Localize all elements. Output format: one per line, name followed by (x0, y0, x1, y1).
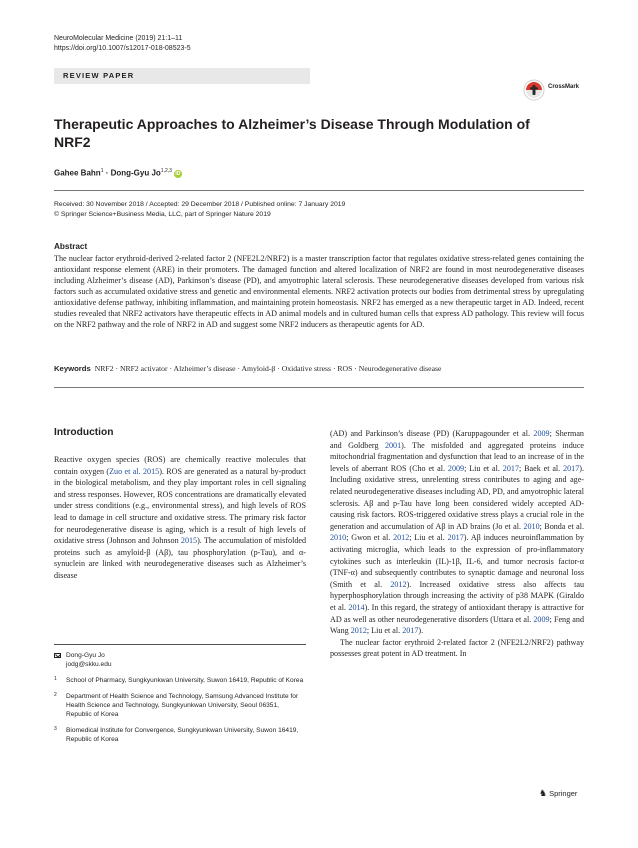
citation-link[interactable]: 2009 (533, 614, 550, 624)
citation-link[interactable]: 2009 (447, 463, 465, 473)
copyright-line: © Springer Science+Business Media, LLC, part of Springer Nature 2019 (54, 211, 271, 218)
divider (54, 190, 584, 191)
right-column (330, 428, 584, 660)
author-name[interactable]: Dong-Gyu Jo (110, 168, 161, 178)
citation-link[interactable]: Zuo et al. (109, 466, 143, 476)
text-run: ). ROS are generated as a natural by-product in the biological metabolism, and they play important roles in cell signaling and stress responses. However, ROS concentrations are dramatically elevated under stress conditions (e.g., environmental stress), and high levels of ROS lead to damage in cell structure and oxidative stress. The primary risk factor for neurodegenerative disease is aging, which is a result of high levels of oxidative stress (Johnson and Johnson (54, 466, 306, 546)
footnotes (54, 651, 306, 751)
affiliation (54, 692, 306, 719)
journal-citation: NeuroMolecular Medicine (2019) 21:1–11 (54, 35, 183, 42)
text-run: Reactive oxygen species (ROS) are chemically reactive molecules that contain oxygen ( (54, 455, 306, 476)
publisher-logo (539, 788, 577, 799)
affiliation-mark: 3 (54, 726, 57, 732)
text-run: ). (418, 626, 424, 636)
article-type-banner: REVIEW PAPER (54, 68, 310, 84)
contact-email[interactable]: jodg@skku.edu (66, 661, 112, 668)
abstract-heading: Abstract (54, 242, 88, 251)
citation-link[interactable]: 2015 (180, 536, 198, 546)
text-run: ). Including oxidative stress, unrelenting stress contributes to aging and age-related neurodegenerative diseases including AD, PD, and amyotrophic lateral sclerosis. Aβ and p-Tau have long been considered widely accepted AD-causing risk factors. ROS-triggered oxidative stress plays a crucial role in the generation and accumulation of Aβ in AD brains (Jo et al. (330, 463, 584, 531)
publication-dates (54, 200, 345, 220)
author-separator: · (103, 168, 111, 178)
author-name[interactable]: Gahee Bahn (54, 168, 101, 178)
text-run: ). Increased oxidative stress also affects tau hyperphosphorylation through increasing the activity of p38 MAPK (Giraldo et al. (330, 579, 584, 612)
citation-link[interactable]: 2017 (402, 626, 419, 636)
keywords-list: NRF2 · NRF2 activator · Alzheimer’s disease · Amyloid-β · Oxidative stress · ROS · Neurodegenerative disease (94, 364, 442, 373)
publisher-name: Springer (549, 789, 578, 798)
text-run: ; Sherman and Goldberg (330, 429, 584, 450)
citation-link[interactable]: 2017 (563, 463, 580, 473)
text-run: ; Liu et al. (409, 533, 448, 543)
affiliation-mark: 1 (54, 676, 57, 682)
text-run: ; Bonda et al. (539, 521, 585, 531)
citation-link[interactable]: 2012 (390, 579, 407, 589)
affiliation-text: School of Pharmacy, Sungkyunkwan University, Suwon 16419, Republic of Korea (66, 677, 304, 684)
left-column (54, 454, 306, 582)
affiliation (54, 676, 306, 685)
divider (54, 387, 584, 388)
text-run: ; Baek et al. (518, 463, 564, 473)
citation-link[interactable]: 2010 (330, 533, 347, 543)
text-run: ; Liu et al. (366, 626, 403, 636)
citation-link[interactable]: 2009 (533, 429, 550, 438)
abstract-text: The nuclear factor erythroid-derived 2-related factor 2 (NFE2L2/NRF2) is a master transcription factor that regulates oxidative stress-related genes containing the antioxidant response element (ARE) in their promoters. The damaged function and altered localization of NRF2 are found in most neurodegenerative diseases including Alzheimer’s disease (AD), Parkinson’s disease (PD), and amyotrophic lateral sclerosis. These neurodegenerative diseases developed from various risk factors such as accumulated oxidative stress and genetic and environmental elements. NRF2 activation protects our bodies from detrimental stress by upregulating antioxidative defense pathway, inhibiting inflammation, and maintaining protein homeostasis. NRF2 has emerged as a new therapeutic target in AD. Indeed, recent studies revealed that NRF2 activators have therapeutic effects in AD animal models and in cultured human cells that express AD pathology. This review will focus on the NRF2 pathway and the role of NRF2 in AD and suggest some NRF2 inducers as therapeutic agents for AD. (54, 254, 584, 329)
keywords-label: Keywords (54, 364, 91, 373)
affiliation-text: Department of Health Science and Technology, Samsung Advanced Institute for Health Science and Technology, Sungkyunkwan University, Seoul 06351, Republic of Korea (66, 693, 299, 718)
citation-link[interactable]: 2017 (447, 533, 464, 543)
citation-link[interactable]: 2012 (350, 626, 367, 636)
crossmark-label: CrossMark (548, 84, 580, 90)
citation-link[interactable]: 2015 (143, 466, 160, 476)
body-paragraph (54, 454, 306, 582)
text-run: (AD) and Parkinson’s disease (PD) (Karuppagounder et al. (330, 429, 534, 438)
history-dates: Received: 30 November 2018 / Accepted: 29 December 2018 / Published online: 7 January 2019 (54, 201, 346, 208)
crossmark-badge[interactable] (523, 79, 593, 101)
citation-link[interactable]: 2010 (523, 521, 540, 531)
footnote-divider (54, 644, 306, 645)
section-heading: Introduction (54, 427, 114, 438)
contact-name: Dong-Gyu Jo (66, 652, 105, 659)
body-paragraph (330, 428, 584, 637)
article-title: Therapeutic Approaches to Alzheimer’s Disease Through Modulation of NRF2 (54, 116, 530, 150)
author-affiliation-mark: 1,2,3 (160, 168, 172, 174)
mail-icon (54, 653, 61, 658)
affiliation (54, 726, 306, 744)
citation-link[interactable]: 2014 (348, 602, 365, 612)
affiliation-list (54, 676, 306, 744)
springer-horse-icon: ♞ (539, 788, 548, 798)
text-run: ; Feng and Wang (330, 614, 584, 636)
citation-link[interactable]: 2017 (502, 463, 519, 473)
affiliation-mark: 2 (54, 692, 57, 698)
body-paragraph: The nuclear factor erythroid 2-related factor 2 (NFE2L2/NRF2) pathway possesses great potent in AD treatment. In (330, 637, 584, 659)
crossmark-icon (523, 79, 545, 101)
orcid-icon[interactable]: iD (175, 170, 181, 177)
citation-link[interactable]: 2001 (384, 440, 402, 450)
text-run: ; Gwon et al. (346, 533, 394, 543)
author-affiliation-mark: 1 (100, 168, 104, 174)
text-run: ). In this regard, the strategy of antioxidant therapy is attractive for AD as well as other neurodegenerative disorders (Uttara et al. (330, 602, 584, 624)
keywords-line (54, 364, 594, 373)
text-run: ). Aβ induces neuroinflammation by activating microglia, which leads to the expression of pro-inflammatory cytokines such as interleukin (IL)-1β, IL-6, and tumor necrosis factor-α (TNF-α) and subsequently contributes to synaptic damage and neuronal loss (Smith et al. (330, 533, 584, 589)
text-run: ; Liu et al. (464, 463, 503, 473)
journal-header (54, 34, 191, 54)
corresponding-author (54, 651, 306, 669)
affiliation-text: Biomedical Institute for Convergence, Sungkyunkwan University, Suwon 16419, Republic of Korea (66, 727, 299, 743)
doi-link[interactable]: https://doi.org/10.1007/s12017-018-08523-5 (54, 45, 191, 52)
citation-link[interactable]: 2012 (393, 533, 410, 543)
text-run: ). The misfolded and aggregated proteins induce mitochondrial fragmentation and dysfunction that lead to an increase of in the levels of aberrant ROS (Cho et al. (330, 440, 585, 473)
text-run: ). The accumulation of misfolded proteins such as amyloid-β (Aβ), tau phosphorylation (p-Tau), and α-synuclein are linked with neurodegenerative diseases such as Alzheimer’s disease (54, 536, 307, 580)
author-line (54, 168, 182, 178)
